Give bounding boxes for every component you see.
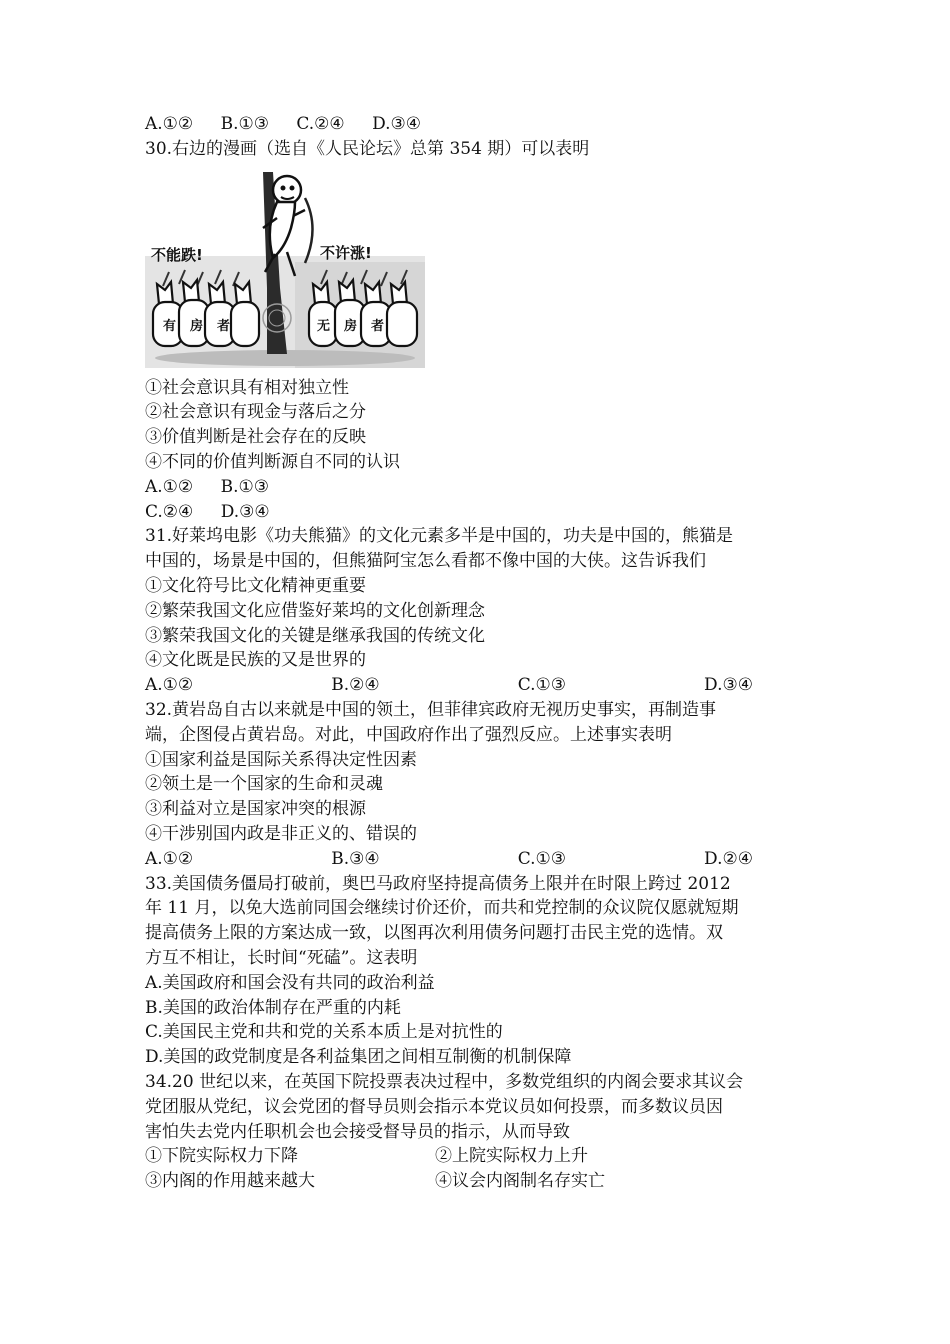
- q30-statement-3: ③价值判断是社会存在的反映: [145, 427, 366, 448]
- q30-options-row2: [145, 500, 817, 525]
- q33-choice-a[interactable]: A.美国政府和国会没有共同的政治利益: [145, 972, 435, 993]
- q32-options: [145, 847, 817, 872]
- q30-statement-4: ④不同的价值判断源自不同的认识: [145, 451, 400, 472]
- q30-stem: 30.右边的漫画（选自《人民论坛》总第 354 期）可以表明: [145, 138, 590, 159]
- q30-option-a[interactable]: A.①②: [145, 476, 194, 497]
- q31-option-b[interactable]: B.②④: [331, 675, 380, 696]
- q30-option-d[interactable]: D.③④: [220, 501, 270, 522]
- q31-stem-line-2: 中国的，场景是中国的，但熊猫阿宝怎么看都不像中国的大侠。这告诉我们: [145, 551, 706, 572]
- q34-stem-line-3: 害怕失去党内任职机会也会接受督导员的指示，从而导致: [145, 1121, 570, 1142]
- q32-stem-line-1: 32.黄岩岛自古以来就是中国的领土，但菲律宾政府无视历史事实，再制造事: [145, 699, 717, 720]
- q33-stem-line-2: 年 11 月，以免大选前同国会继续讨价还价，而共和党控制的众议院仅愿就短期: [145, 898, 739, 919]
- q31-statement-1: ①文化符号比文化精神更重要: [145, 575, 366, 596]
- q31-option-c[interactable]: C.①③: [517, 675, 566, 696]
- q31-option-a[interactable]: A.①②: [145, 675, 194, 696]
- q29-option-b[interactable]: B.①③: [220, 114, 269, 134]
- q34-statements-row2: [145, 1169, 817, 1194]
- q34-statement-2: ②上院实际权力上升: [435, 1146, 588, 1167]
- q32-statement-2: ②领土是一个国家的生命和灵魂: [145, 774, 383, 795]
- q33-stem-line-3: 提高债务上限的方案达成一致，以图再次利用债务问题打击民主党的选情。双: [145, 923, 723, 944]
- q34-statement-4: ④议会内阁制名存实亡: [435, 1171, 605, 1192]
- q34-statements-row1: [145, 1144, 817, 1169]
- q30-cartoon-right-caption: 不许涨!: [320, 243, 372, 262]
- q31-stem-line-1: 31.好莱坞电影《功夫熊猫》的文化元素多半是中国的，功夫是中国的，熊猫是: [145, 526, 734, 547]
- q30-option-c[interactable]: C.②④: [145, 501, 194, 522]
- q30-options-row1: [145, 475, 817, 500]
- q31-statement-4: ④文化既是民族的又是世界的: [145, 650, 366, 671]
- q29-options: [145, 112, 817, 137]
- q33-choice-b[interactable]: B.美国的政治体制存在严重的内耗: [145, 997, 401, 1018]
- q30-cartoon-left-caption: 不能跌!: [151, 245, 203, 264]
- q33-choice-d[interactable]: D.美国的政党制度是各利益集团之间相互制衡的机制保障: [145, 1047, 572, 1068]
- q32-option-d[interactable]: D.②④: [704, 848, 753, 869]
- q29-option-d[interactable]: D.③④: [372, 114, 421, 134]
- q30-cartoon-image: [145, 168, 425, 368]
- q34-statement-3: ③内阁的作用越来越大: [145, 1171, 315, 1192]
- q34-stem-line-2: 党团服从党纪，议会党团的督导员则会指示本党议员如何投票，而多数议员因: [145, 1096, 723, 1117]
- q31-option-d[interactable]: D.③④: [704, 675, 753, 696]
- exam-page: [145, 112, 817, 1194]
- q29-option-a[interactable]: A.①②: [145, 114, 194, 134]
- q34-stem-line-1: 34.20 世纪以来，在英国下院投票表决过程中，多数党组织的内阁会要求其议会: [145, 1071, 744, 1092]
- q31-options: [145, 673, 817, 698]
- q32-option-a[interactable]: A.①②: [145, 848, 194, 869]
- q31-statement-2: ②繁荣我国文化应借鉴好莱坞的文化创新理念: [145, 600, 485, 621]
- q30-cartoon-left-group-label: 有房者: [163, 318, 245, 334]
- q30-statement-1: ①社会意识具有相对独立性: [145, 377, 349, 398]
- q32-statement-4: ④干涉别国内政是非正义的、错误的: [145, 823, 417, 844]
- q32-stem-line-2: 端，企图侵占黄岩岛。对此，中国政府作出了强烈反应。上述事实表明: [145, 724, 672, 745]
- q32-option-b[interactable]: B.③④: [331, 848, 380, 869]
- q30-statement-2: ②社会意识有现金与落后之分: [145, 402, 366, 423]
- q33-choice-c[interactable]: C.美国民主党和共和党的关系本质上是对抗性的: [145, 1022, 503, 1043]
- q34-statement-1: ①下院实际权力下降: [145, 1146, 298, 1167]
- q30-cartoon-right-group-label: 无房者: [317, 318, 399, 334]
- q31-statement-3: ③繁荣我国文化的关键是继承我国的传统文化: [145, 625, 485, 646]
- q33-stem-line-4: 方互不相让，长时间“死磕”。这表明: [145, 947, 418, 968]
- q32-statement-3: ③利益对立是国家冲突的根源: [145, 799, 366, 820]
- q29-option-c[interactable]: C.②④: [296, 114, 345, 134]
- q32-statement-1: ①国家利益是国际关系得决定性因素: [145, 749, 417, 770]
- q30-option-b[interactable]: B.①③: [220, 476, 269, 497]
- q33-stem-line-1: 33.美国债务僵局打破前，奥巴马政府坚持提高债务上限并在时限上跨过 2012: [145, 873, 731, 894]
- q32-option-c[interactable]: C.①③: [517, 848, 566, 869]
